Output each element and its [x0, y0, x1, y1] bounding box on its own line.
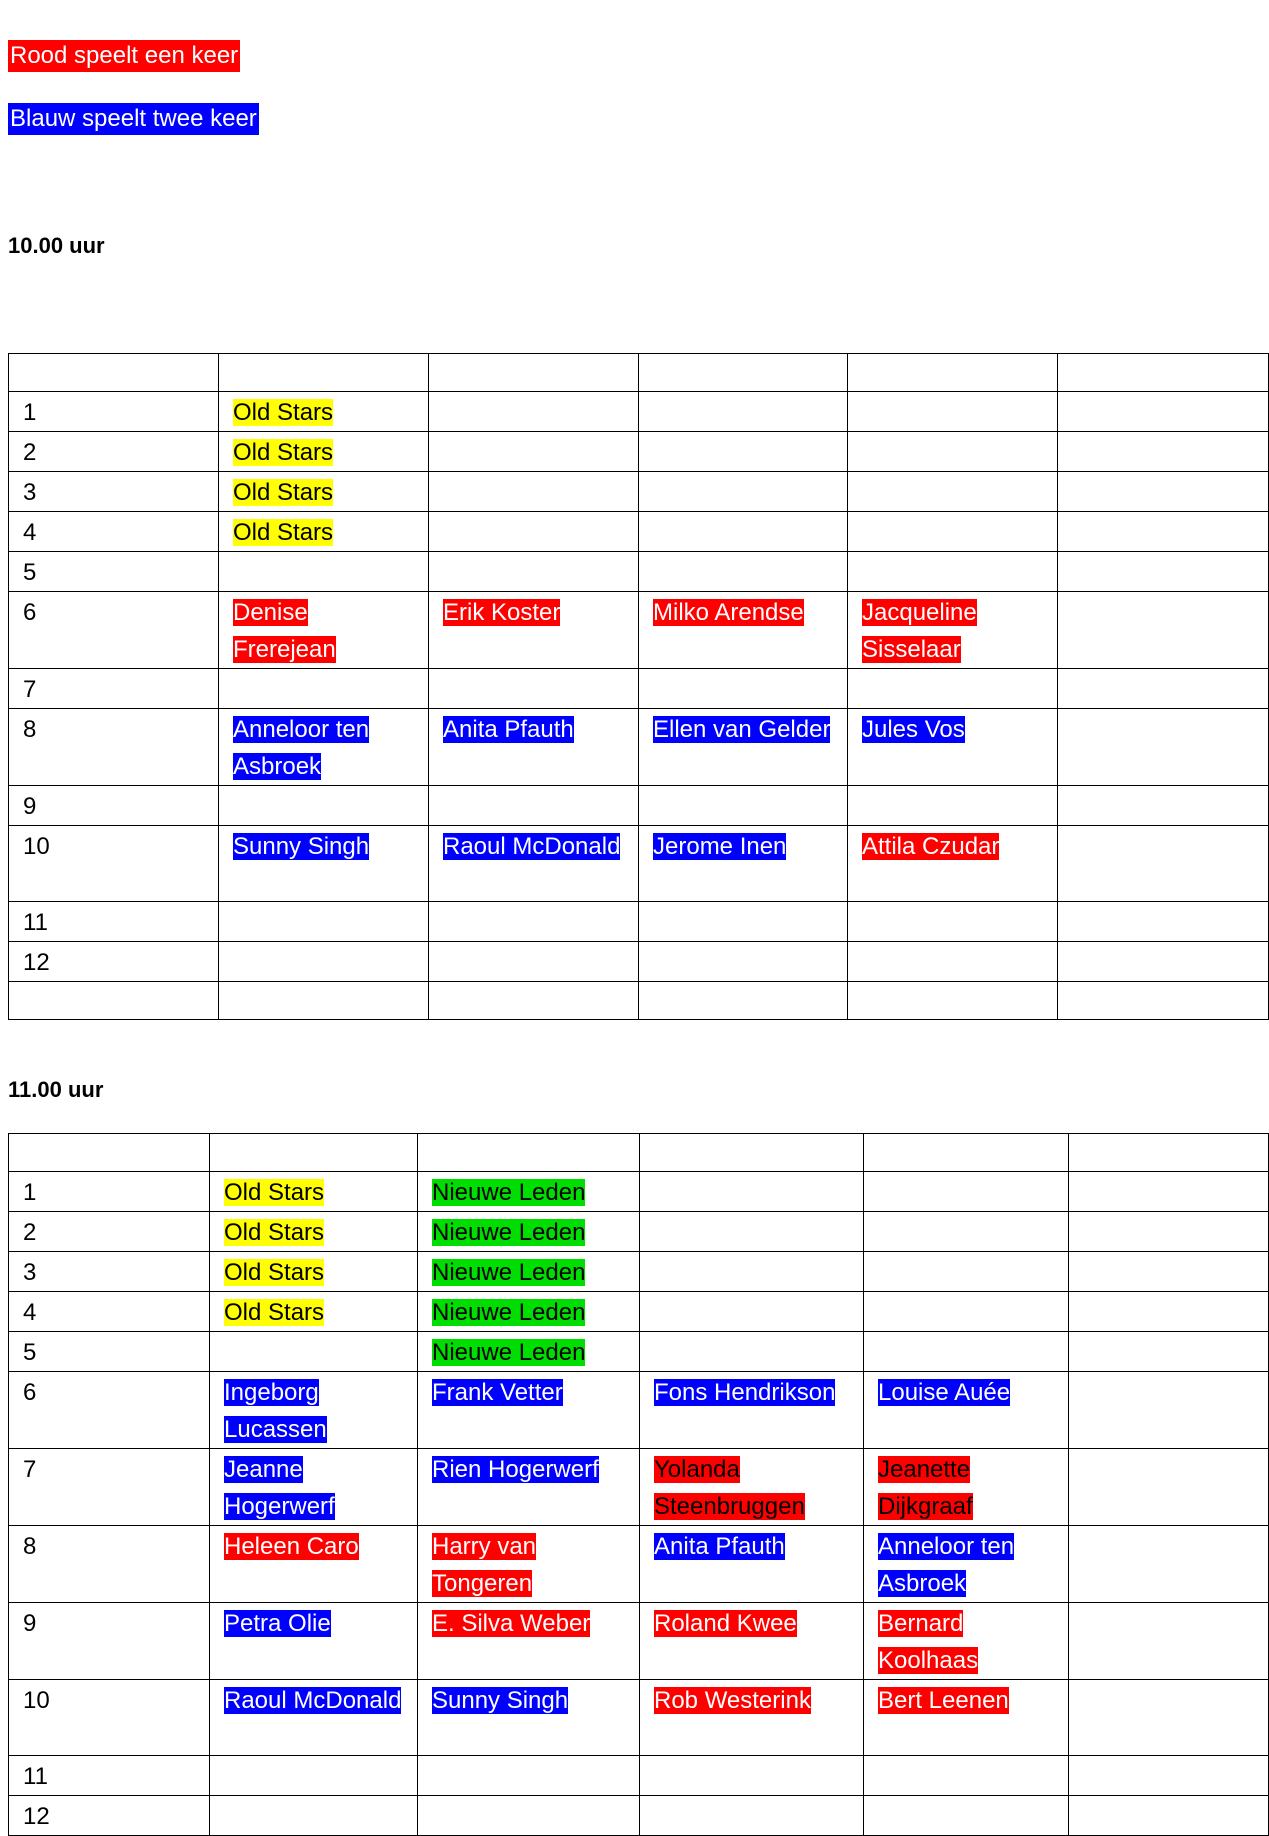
schedule-cell — [640, 1292, 864, 1332]
schedule-cell — [1069, 1372, 1269, 1449]
schedule-row — [9, 709, 1269, 786]
player-chip: Nieuwe Leden — [432, 1299, 586, 1326]
row-number-cell: 8 — [9, 709, 219, 786]
row-number-cell: 5 — [9, 552, 219, 592]
schedule-cell — [210, 1172, 418, 1212]
schedule-cell — [429, 432, 639, 472]
schedule-cell — [1069, 1292, 1269, 1332]
schedule-cell — [1069, 1449, 1269, 1526]
schedule-cell — [1058, 709, 1269, 786]
schedule-cell — [1069, 1680, 1269, 1756]
row-number-cell: 2 — [9, 1212, 210, 1252]
schedule-cell — [1058, 392, 1269, 432]
schedule-cell — [418, 1332, 640, 1372]
schedule-cell — [640, 1252, 864, 1292]
session-heading-1000: 10.00 uur — [8, 233, 105, 258]
schedule-cell — [864, 1252, 1069, 1292]
schedule-cell — [219, 902, 429, 942]
schedule-cell — [418, 1680, 640, 1756]
schedule-row — [9, 1134, 1269, 1172]
schedule-cell — [864, 1172, 1069, 1212]
player-chip: Nieuwe Leden — [432, 1219, 586, 1246]
player-chip: Frank Vetter — [432, 1379, 563, 1406]
schedule-cell — [219, 786, 429, 826]
schedule-cell — [639, 472, 848, 512]
player-chip: Louise Auée — [878, 1379, 1011, 1406]
row-number-cell: 9 — [9, 1603, 210, 1680]
schedule-cell — [848, 552, 1058, 592]
row-number-cell — [9, 354, 219, 392]
schedule-cell — [210, 1680, 418, 1756]
player-chip: Raoul McDonald — [224, 1687, 402, 1714]
schedule-cell — [418, 1449, 640, 1526]
schedule-cell — [640, 1526, 864, 1603]
schedule-cell — [418, 1134, 640, 1172]
player-chip: Jeanne Hogerwerf — [224, 1456, 335, 1520]
schedule-cell — [210, 1526, 418, 1603]
schedule-cell — [848, 592, 1058, 669]
player-chip: Anneloor ten Asbroek — [878, 1533, 1015, 1597]
schedule-row — [9, 1292, 1269, 1332]
schedule-cell — [429, 826, 639, 902]
schedule-cell — [639, 552, 848, 592]
player-chip: Anita Pfauth — [654, 1533, 785, 1560]
schedule-cell — [210, 1449, 418, 1526]
schedule-row — [9, 592, 1269, 669]
schedule-cell — [210, 1756, 418, 1796]
schedule-cell — [640, 1603, 864, 1680]
schedule-cell — [210, 1332, 418, 1372]
row-number-cell: 8 — [9, 1526, 210, 1603]
schedule-row — [9, 982, 1269, 1020]
schedule-cell — [848, 942, 1058, 982]
row-number-cell: 6 — [9, 592, 219, 669]
schedule-cell — [640, 1134, 864, 1172]
schedule-cell — [639, 432, 848, 472]
schedule-cell — [864, 1332, 1069, 1372]
schedule-cell — [864, 1292, 1069, 1332]
player-chip: Jules Vos — [862, 716, 965, 743]
schedule-cell — [1058, 902, 1269, 942]
schedule-cell — [219, 354, 429, 392]
player-chip: Nieuwe Leden — [432, 1259, 586, 1286]
schedule-cell — [848, 472, 1058, 512]
schedule-cell — [429, 392, 639, 432]
schedule-row — [9, 1172, 1269, 1212]
player-chip: Jeanette Dijkgraaf — [878, 1456, 973, 1520]
row-number-cell — [9, 1134, 210, 1172]
schedule-cell — [640, 1756, 864, 1796]
player-chip: Old Stars — [224, 1259, 325, 1286]
schedule-row — [9, 669, 1269, 709]
schedule-cell — [864, 1680, 1069, 1756]
schedule-cell — [429, 709, 639, 786]
player-chip: Ingeborg Lucassen — [224, 1379, 327, 1443]
schedule-cell — [848, 826, 1058, 902]
row-number-cell — [9, 982, 219, 1020]
schedule-cell — [418, 1372, 640, 1449]
schedule-cell — [429, 512, 639, 552]
schedule-cell — [418, 1252, 640, 1292]
row-number-cell: 11 — [9, 902, 219, 942]
schedule-cell — [210, 1212, 418, 1252]
player-chip: Denise Frerejean — [233, 599, 336, 663]
schedule-cell — [210, 1603, 418, 1680]
schedule-cell — [219, 942, 429, 982]
schedule-cell — [418, 1796, 640, 1836]
schedule-cell — [210, 1372, 418, 1449]
schedule-cell — [848, 786, 1058, 826]
row-number-cell: 4 — [9, 1292, 210, 1332]
schedule-cell — [864, 1372, 1069, 1449]
schedule-cell — [1069, 1332, 1269, 1372]
player-chip: Sunny Singh — [233, 833, 370, 860]
schedule-cell — [1058, 432, 1269, 472]
player-chip: Jerome Inen — [653, 833, 787, 860]
row-number-cell: 12 — [9, 942, 219, 982]
schedule-cell — [1069, 1252, 1269, 1292]
row-number-cell: 11 — [9, 1756, 210, 1796]
schedule-cell — [864, 1796, 1069, 1836]
schedule-cell — [639, 982, 848, 1020]
schedule-cell — [1069, 1172, 1269, 1212]
row-number-cell: 7 — [9, 669, 219, 709]
row-number-cell: 2 — [9, 432, 219, 472]
schedule-cell — [639, 826, 848, 902]
schedule-cell — [418, 1212, 640, 1252]
schedule-cell — [639, 786, 848, 826]
player-chip: Anneloor ten Asbroek — [233, 716, 370, 780]
schedule-row — [9, 902, 1269, 942]
row-number-cell: 5 — [9, 1332, 210, 1372]
player-chip: Sunny Singh — [432, 1687, 569, 1714]
schedule-cell — [864, 1449, 1069, 1526]
schedule-cell — [418, 1292, 640, 1332]
player-chip: Bert Leenen — [878, 1687, 1009, 1714]
schedule-cell — [1058, 472, 1269, 512]
schedule-cell — [1069, 1212, 1269, 1252]
schedule-cell — [210, 1252, 418, 1292]
player-chip: Old Stars — [233, 479, 334, 506]
schedule-cell — [1069, 1526, 1269, 1603]
player-chip: Harry van Tongeren — [432, 1533, 537, 1597]
player-chip: Roland Kwee — [654, 1610, 797, 1637]
schedule-row — [9, 1372, 1269, 1449]
schedule-cell — [640, 1680, 864, 1756]
schedule-cell — [864, 1134, 1069, 1172]
schedule-cell — [210, 1796, 418, 1836]
schedule-cell — [639, 592, 848, 669]
schedule-row — [9, 512, 1269, 552]
schedule-cell — [640, 1372, 864, 1449]
schedule-cell — [864, 1756, 1069, 1796]
schedule-cell — [1058, 592, 1269, 669]
schedule-cell — [1069, 1796, 1269, 1836]
player-chip: E. Silva Weber — [432, 1610, 591, 1637]
player-chip: Old Stars — [224, 1299, 325, 1326]
schedule-cell — [210, 1292, 418, 1332]
schedule-row — [9, 552, 1269, 592]
player-chip: Rien Hogerwerf — [432, 1456, 599, 1483]
schedule-cell — [219, 709, 429, 786]
schedule-cell — [640, 1172, 864, 1212]
player-chip: Rob Westerink — [654, 1687, 811, 1714]
schedule-cell — [640, 1796, 864, 1836]
schedule-cell — [210, 1134, 418, 1172]
row-number-cell: 3 — [9, 472, 219, 512]
schedule-cell — [640, 1449, 864, 1526]
schedule-cell — [418, 1756, 640, 1796]
schedule-cell — [219, 512, 429, 552]
schedule-cell — [639, 392, 848, 432]
schedule-cell — [1058, 669, 1269, 709]
schedule-row — [9, 1332, 1269, 1372]
schedule-cell — [848, 669, 1058, 709]
row-number-cell: 4 — [9, 512, 219, 552]
schedule-row — [9, 354, 1269, 392]
schedule-cell — [429, 354, 639, 392]
schedule-row — [9, 1756, 1269, 1796]
player-chip: Nieuwe Leden — [432, 1339, 586, 1366]
schedule-cell — [1069, 1603, 1269, 1680]
schedule-row — [9, 1252, 1269, 1292]
schedule-row — [9, 942, 1269, 982]
player-chip: Erik Koster — [443, 599, 561, 626]
schedule-cell — [1069, 1134, 1269, 1172]
player-chip: Ellen van Gelder — [653, 716, 831, 743]
schedule-cell — [219, 552, 429, 592]
schedule-cell — [429, 592, 639, 669]
schedule-cell — [848, 354, 1058, 392]
schedule-row — [9, 1680, 1269, 1756]
player-chip: Anita Pfauth — [443, 716, 574, 743]
player-chip: Attila Czudar — [862, 833, 1000, 860]
schedule-cell — [429, 552, 639, 592]
schedule-cell — [219, 392, 429, 432]
player-chip: Old Stars — [224, 1219, 325, 1246]
player-chip: Old Stars — [233, 399, 334, 426]
schedule-cell — [429, 472, 639, 512]
schedule-cell — [639, 709, 848, 786]
schedule-cell — [429, 902, 639, 942]
schedule-cell — [418, 1526, 640, 1603]
schedule-cell — [848, 432, 1058, 472]
player-chip: Old Stars — [233, 519, 334, 546]
schedule-cell — [864, 1212, 1069, 1252]
schedule-cell — [1058, 786, 1269, 826]
schedule-cell — [418, 1603, 640, 1680]
schedule-cell — [848, 512, 1058, 552]
schedule-cell — [639, 942, 848, 982]
schedule-table-1100 — [8, 1133, 1269, 1836]
schedule-cell — [219, 592, 429, 669]
row-number-cell: 3 — [9, 1252, 210, 1292]
schedule-cell — [848, 902, 1058, 942]
schedule-cell — [1058, 354, 1269, 392]
schedule-cell — [429, 786, 639, 826]
schedule-cell — [1058, 982, 1269, 1020]
player-chip: Jacqueline Sisselaar — [862, 599, 977, 663]
player-chip: Raoul McDonald — [443, 833, 621, 860]
row-number-cell: 9 — [9, 786, 219, 826]
schedule-cell — [219, 432, 429, 472]
player-chip: Fons Hendrikson — [654, 1379, 836, 1406]
schedule-cell — [864, 1603, 1069, 1680]
schedule-cell — [848, 982, 1058, 1020]
schedule-cell — [848, 709, 1058, 786]
row-number-cell: 12 — [9, 1796, 210, 1836]
schedule-row — [9, 826, 1269, 902]
schedule-cell — [1058, 552, 1269, 592]
legend-red: Rood speelt een keer — [8, 40, 240, 72]
schedule-cell — [219, 472, 429, 512]
schedule-cell — [639, 354, 848, 392]
schedule-row — [9, 392, 1269, 432]
player-chip: Nieuwe Leden — [432, 1179, 586, 1206]
schedule-table-1000 — [8, 353, 1269, 1020]
row-number-cell: 10 — [9, 1680, 210, 1756]
schedule-cell — [219, 826, 429, 902]
schedule-cell — [848, 392, 1058, 432]
schedule-row — [9, 432, 1269, 472]
schedule-cell — [639, 512, 848, 552]
schedule-cell — [1058, 512, 1269, 552]
schedule-cell — [640, 1332, 864, 1372]
schedule-cell — [639, 902, 848, 942]
schedule-cell — [219, 982, 429, 1020]
row-number-cell: 1 — [9, 1172, 210, 1212]
schedule-cell — [429, 942, 639, 982]
row-number-cell: 10 — [9, 826, 219, 902]
schedule-row — [9, 786, 1269, 826]
schedule-cell — [429, 982, 639, 1020]
legend-blue: Blauw speelt twee keer — [8, 103, 259, 135]
schedule-row — [9, 1212, 1269, 1252]
player-chip: Bernard Koolhaas — [878, 1610, 979, 1674]
player-chip: Petra Olie — [224, 1610, 331, 1637]
row-number-cell: 7 — [9, 1449, 210, 1526]
schedule-cell — [418, 1172, 640, 1212]
player-chip: Heleen Caro — [224, 1533, 359, 1560]
player-chip: Milko Arendse — [653, 599, 804, 626]
schedule-cell — [1058, 942, 1269, 982]
schedule-cell — [429, 669, 639, 709]
player-chip: Yolanda Steenbruggen — [654, 1456, 805, 1520]
schedule-cell — [640, 1212, 864, 1252]
schedule-cell — [219, 669, 429, 709]
schedule-row — [9, 472, 1269, 512]
schedule-cell — [864, 1526, 1069, 1603]
schedule-row — [9, 1526, 1269, 1603]
schedule-row — [9, 1603, 1269, 1680]
schedule-cell — [639, 669, 848, 709]
player-chip: Old Stars — [224, 1179, 325, 1206]
schedule-cell — [1069, 1756, 1269, 1796]
schedule-row — [9, 1449, 1269, 1526]
player-chip: Old Stars — [233, 439, 334, 466]
schedule-cell — [1058, 826, 1269, 902]
session-heading-1100: 11.00 uur — [8, 1077, 104, 1102]
schedule-row — [9, 1796, 1269, 1836]
row-number-cell: 6 — [9, 1372, 210, 1449]
row-number-cell: 1 — [9, 392, 219, 432]
